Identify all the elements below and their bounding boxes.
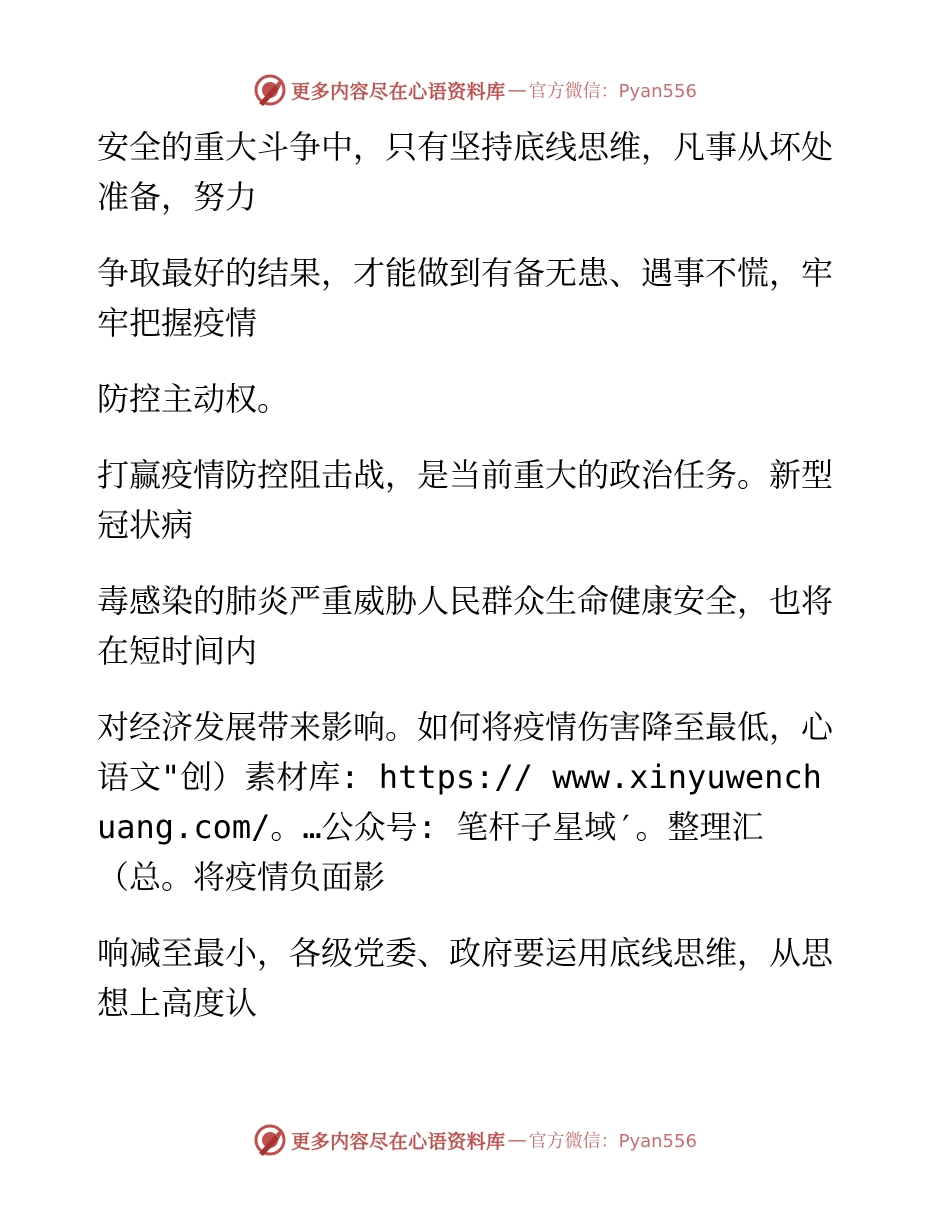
wechat-id-text: 官方微信：Pyan556 <box>528 1131 697 1152</box>
pen-logo-icon <box>253 73 287 107</box>
document-body <box>97 122 837 1054</box>
pen-logo-icon <box>253 1123 287 1157</box>
banner-separator: — <box>507 79 527 101</box>
site-name-text: 更多内容尽在心语资料库 <box>291 1130 506 1153</box>
paragraph: 毒感染的肺炎严重威胁人民群众生命健康安全，也将在短时间内 <box>97 582 834 670</box>
banner-separator: — <box>507 1129 527 1151</box>
paragraph: 打赢疫情防控阻击战，是当前重大的政治任务。新型冠状病 <box>97 456 834 544</box>
header-banner <box>0 70 950 110</box>
site-name-text: 更多内容尽在心语资料库 <box>291 80 506 103</box>
paragraph: 防控主动权。 <box>97 380 290 418</box>
footer-banner <box>0 1120 950 1160</box>
paragraph: 争取最好的结果，才能做到有备无患、遇事不慌，牢牢把握疫情 <box>97 254 834 342</box>
paragraph: 对经济发展带来影响。如何将疫情伤害降至最低，心语文"创）素材库: https:// www.xinyuwenchuang.com/。…公众号: 笔杆子星域′。整理汇（总。将疫情负面影 <box>97 708 834 896</box>
paragraph: 响减至最小，各级党委、政府要运用底线思维，从思想上高度认 <box>97 934 834 1022</box>
paragraph: 安全的重大斗争中，只有坚持底线思维，凡事从坏处准备，努力 <box>97 128 834 216</box>
wechat-id-text: 官方微信：Pyan556 <box>528 81 697 102</box>
